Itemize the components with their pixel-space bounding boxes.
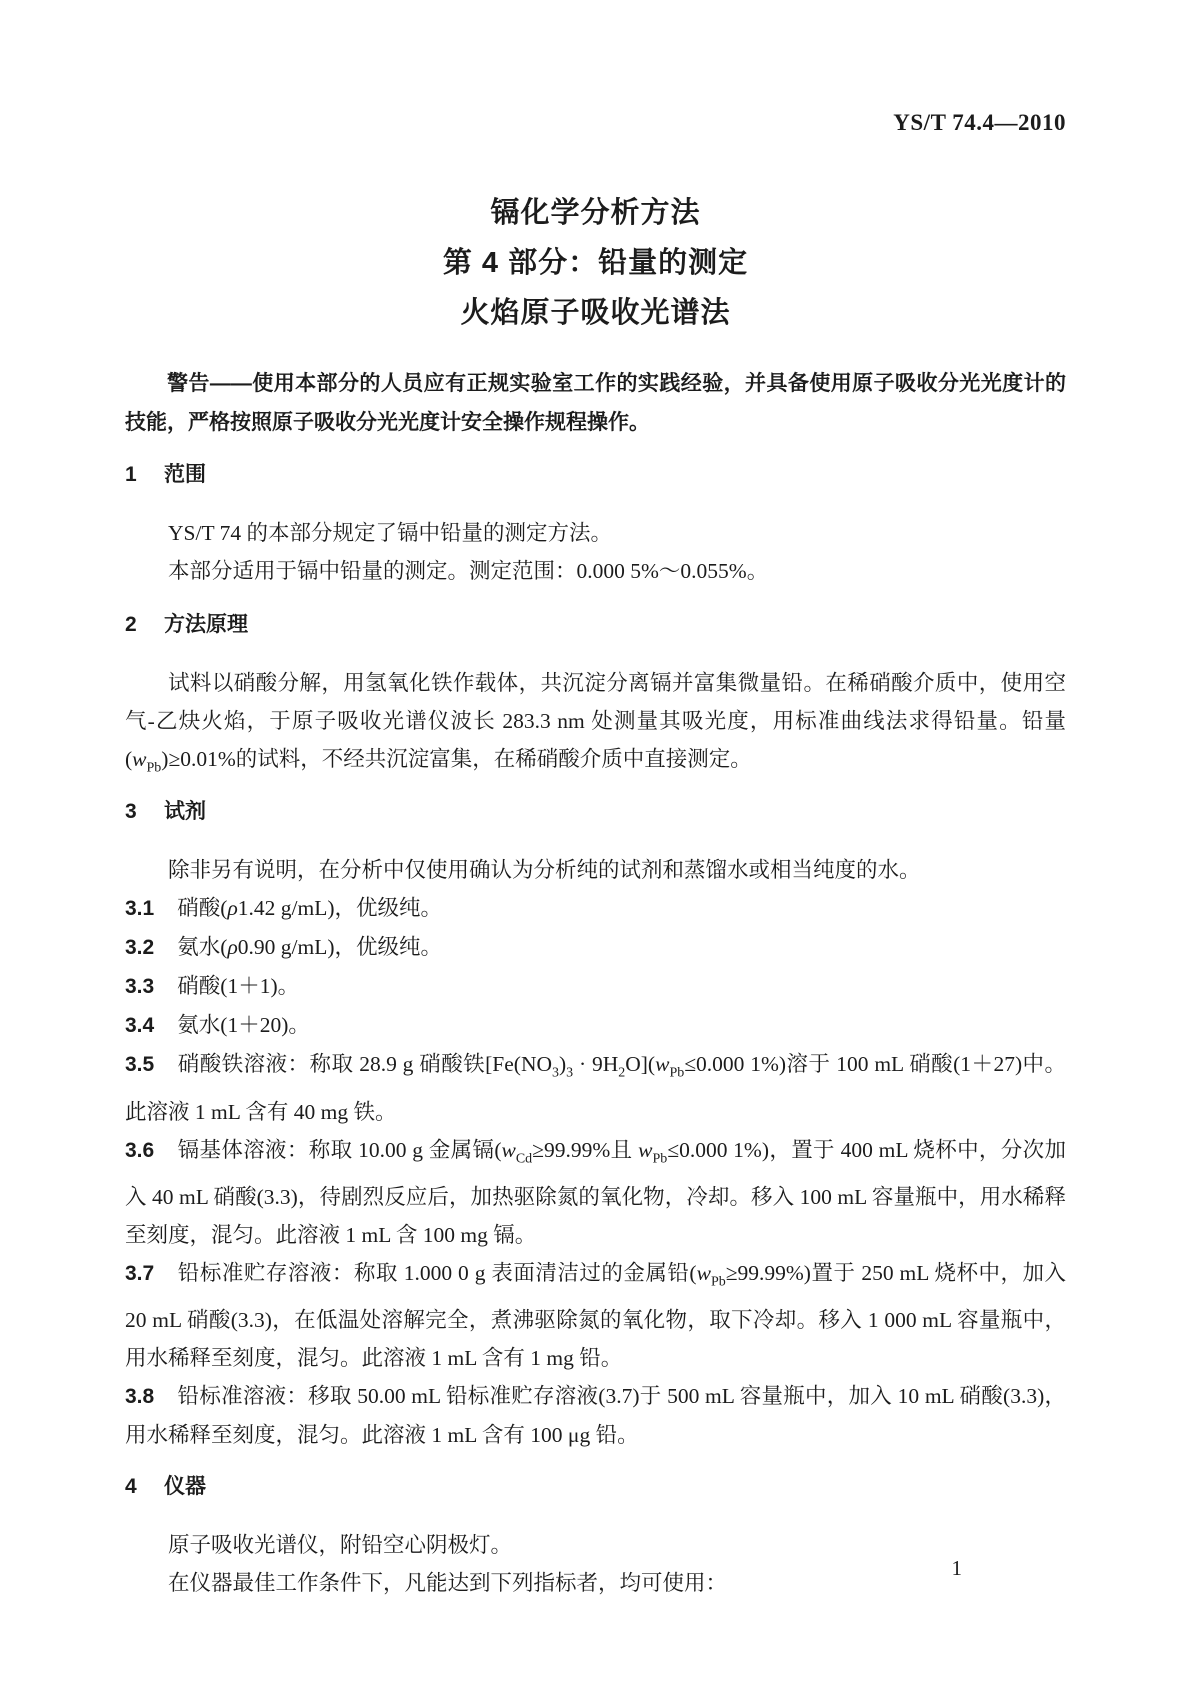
clause-3-7: [125, 1254, 1066, 1377]
section-1-paragraph-1: YS/T 74 的本部分规定了镉中铅量的测定方法。: [168, 521, 612, 545]
document-title: [125, 188, 1066, 338]
clause-3-8-number: 3.8: [125, 1385, 155, 1409]
section-3-heading: [125, 797, 1066, 827]
section-3-title: 试剂: [163, 800, 206, 824]
section-1-heading: [125, 460, 1066, 490]
page-number: 1: [951, 1556, 962, 1580]
clause-3-2: [125, 928, 1066, 967]
standard-doc-number: YS/T 74.4—2010: [893, 110, 1066, 135]
clause-3-2-number: 3.2: [125, 936, 155, 960]
clause-3-7-number: 3.7: [125, 1261, 155, 1285]
clause-3-7-text: 铅标准贮存溶液：称取 1.000 0 g 表面清洁过的金属铅$(w_{Pb}\ge 99.99\%)$置于 250 mL 烧杯中，加入 20 mL 硝酸(3.3)，在低温处溶解完全，煮沸驱除氮的氧化物，取下冷却。移入 1 000 mL 容量瓶中，用水稀释至刻度，混匀。此溶液 1 mL 含有 1 mg 铅。: [125, 1260, 1066, 1371]
clause-3-5-number: 3.5: [125, 1053, 155, 1077]
section-1-number: 1: [125, 463, 137, 486]
clause-3-1: [125, 889, 1066, 928]
clause-3-4-number: 3.4: [125, 1014, 155, 1038]
warning-paragraph: 警告——使用本部分的人员应有正规实验室工作的实践经验，并具备使用原子吸收分光光度计的技能，严格按照原子吸收分光光度计安全操作规程操作。: [125, 372, 1066, 434]
clause-3-3: [125, 967, 1066, 1006]
section-2-title: 方法原理: [163, 613, 248, 636]
section-4-number: 4: [125, 1475, 137, 1499]
section-2-number: 2: [125, 613, 137, 636]
section-4-heading: [125, 1472, 1066, 1502]
title-line-3: 火焰原子吸收光谱法: [460, 297, 731, 329]
section-3-intro-paragraph: 除非另有说明，在分析中仅使用确认为分析纯的试剂和蒸馏水或相当纯度的水。: [168, 858, 921, 883]
clause-3-8: [125, 1377, 1066, 1454]
section-4-paragraph-2: 在仪器最佳工作条件下，凡能达到下列指标者，均可使用：: [168, 1571, 728, 1596]
clause-3-6: [125, 1131, 1066, 1254]
clause-3-6-number: 3.6: [125, 1138, 155, 1162]
section-2-heading: [125, 610, 1066, 640]
page-content: [125, 0, 1066, 1602]
section-2-paragraph-1: 试料以硝酸分解，用氢氧化铁作载体，共沉淀分离镉并富集微量铅。在稀硝酸介质中，使用空气-乙炔火焰，于原子吸收光谱仪波长 283.3 nm 处测量其吸光度，用标准曲线法求得铅量。铅量$(w_{Pb})\ge 0.01\%$的试料，不经共沉淀富集，在稀硝酸介质中直接测定。: [125, 671, 1066, 776]
clause-3-3-number: 3.3: [125, 975, 155, 999]
clause-3-5-text: 硝酸铁溶液：称取 28.9 g 硝酸铁$[Fe(NO_3)_3 \cdot 9H_2O](w_{Pb}\le 0.000$ 1%)溶于 100 mL 硝酸(1＋27)中。此溶液 1 mL 含有 40 mg 铁。: [125, 1052, 1067, 1124]
section-1-paragraph-2: 本部分适用于镉中铅量的测定。测定范围：0.000 5%～0.055%。: [168, 559, 769, 583]
title-line-1: 镉化学分析方法: [490, 197, 701, 229]
clause-3-4: [125, 1006, 1066, 1045]
clause-3-3-text: 硝酸(1＋1)。: [177, 974, 300, 999]
clause-3-1-number: 3.1: [125, 897, 155, 921]
section-4-title: 仪器: [163, 1475, 206, 1499]
clause-3-2-text: 氨水(ρ0.90 g/mL)，优级纯。: [177, 935, 443, 960]
clause-3-5: [125, 1045, 1066, 1130]
section-1-title: 范围: [163, 463, 206, 486]
clause-3-6-text: 镉基体溶液：称取 10.00 g 金属镉($w_{Cd}\ge 99.99\%$且 $w_{Pb}\le 0.000$ 1%)，置于 400 mL 烧杯中，分次加入 40 mL 硝酸(3.3)，待剧烈反应后，加热驱除氮的氧化物，冷却。移入 100 mL 容量瓶中，用水稀释至刻度，混匀。此溶液 1 mL 含 100 mg 镉。: [125, 1137, 1066, 1247]
title-line-2: 第 4 部分：铅量的测定: [442, 247, 749, 279]
clause-3-4-text: 氨水(1＋20)。: [177, 1013, 310, 1038]
section-4-paragraph-1: 原子吸收光谱仪，附铅空心阴极灯。: [168, 1533, 513, 1558]
section-3-number: 3: [125, 800, 137, 824]
clause-3-1-text: 硝酸(ρ1.42 g/mL)，优级纯。: [177, 896, 443, 921]
clause-3-8-text: 铅标准溶液：移取 50.00 mL 铅标准贮存溶液(3.7)于 500 mL 容量瓶中，加入 10 mL 硝酸(3.3)，用水稀释至刻度，混匀。此溶液 1 mL 含有 100 μg 铅。: [125, 1384, 1066, 1448]
